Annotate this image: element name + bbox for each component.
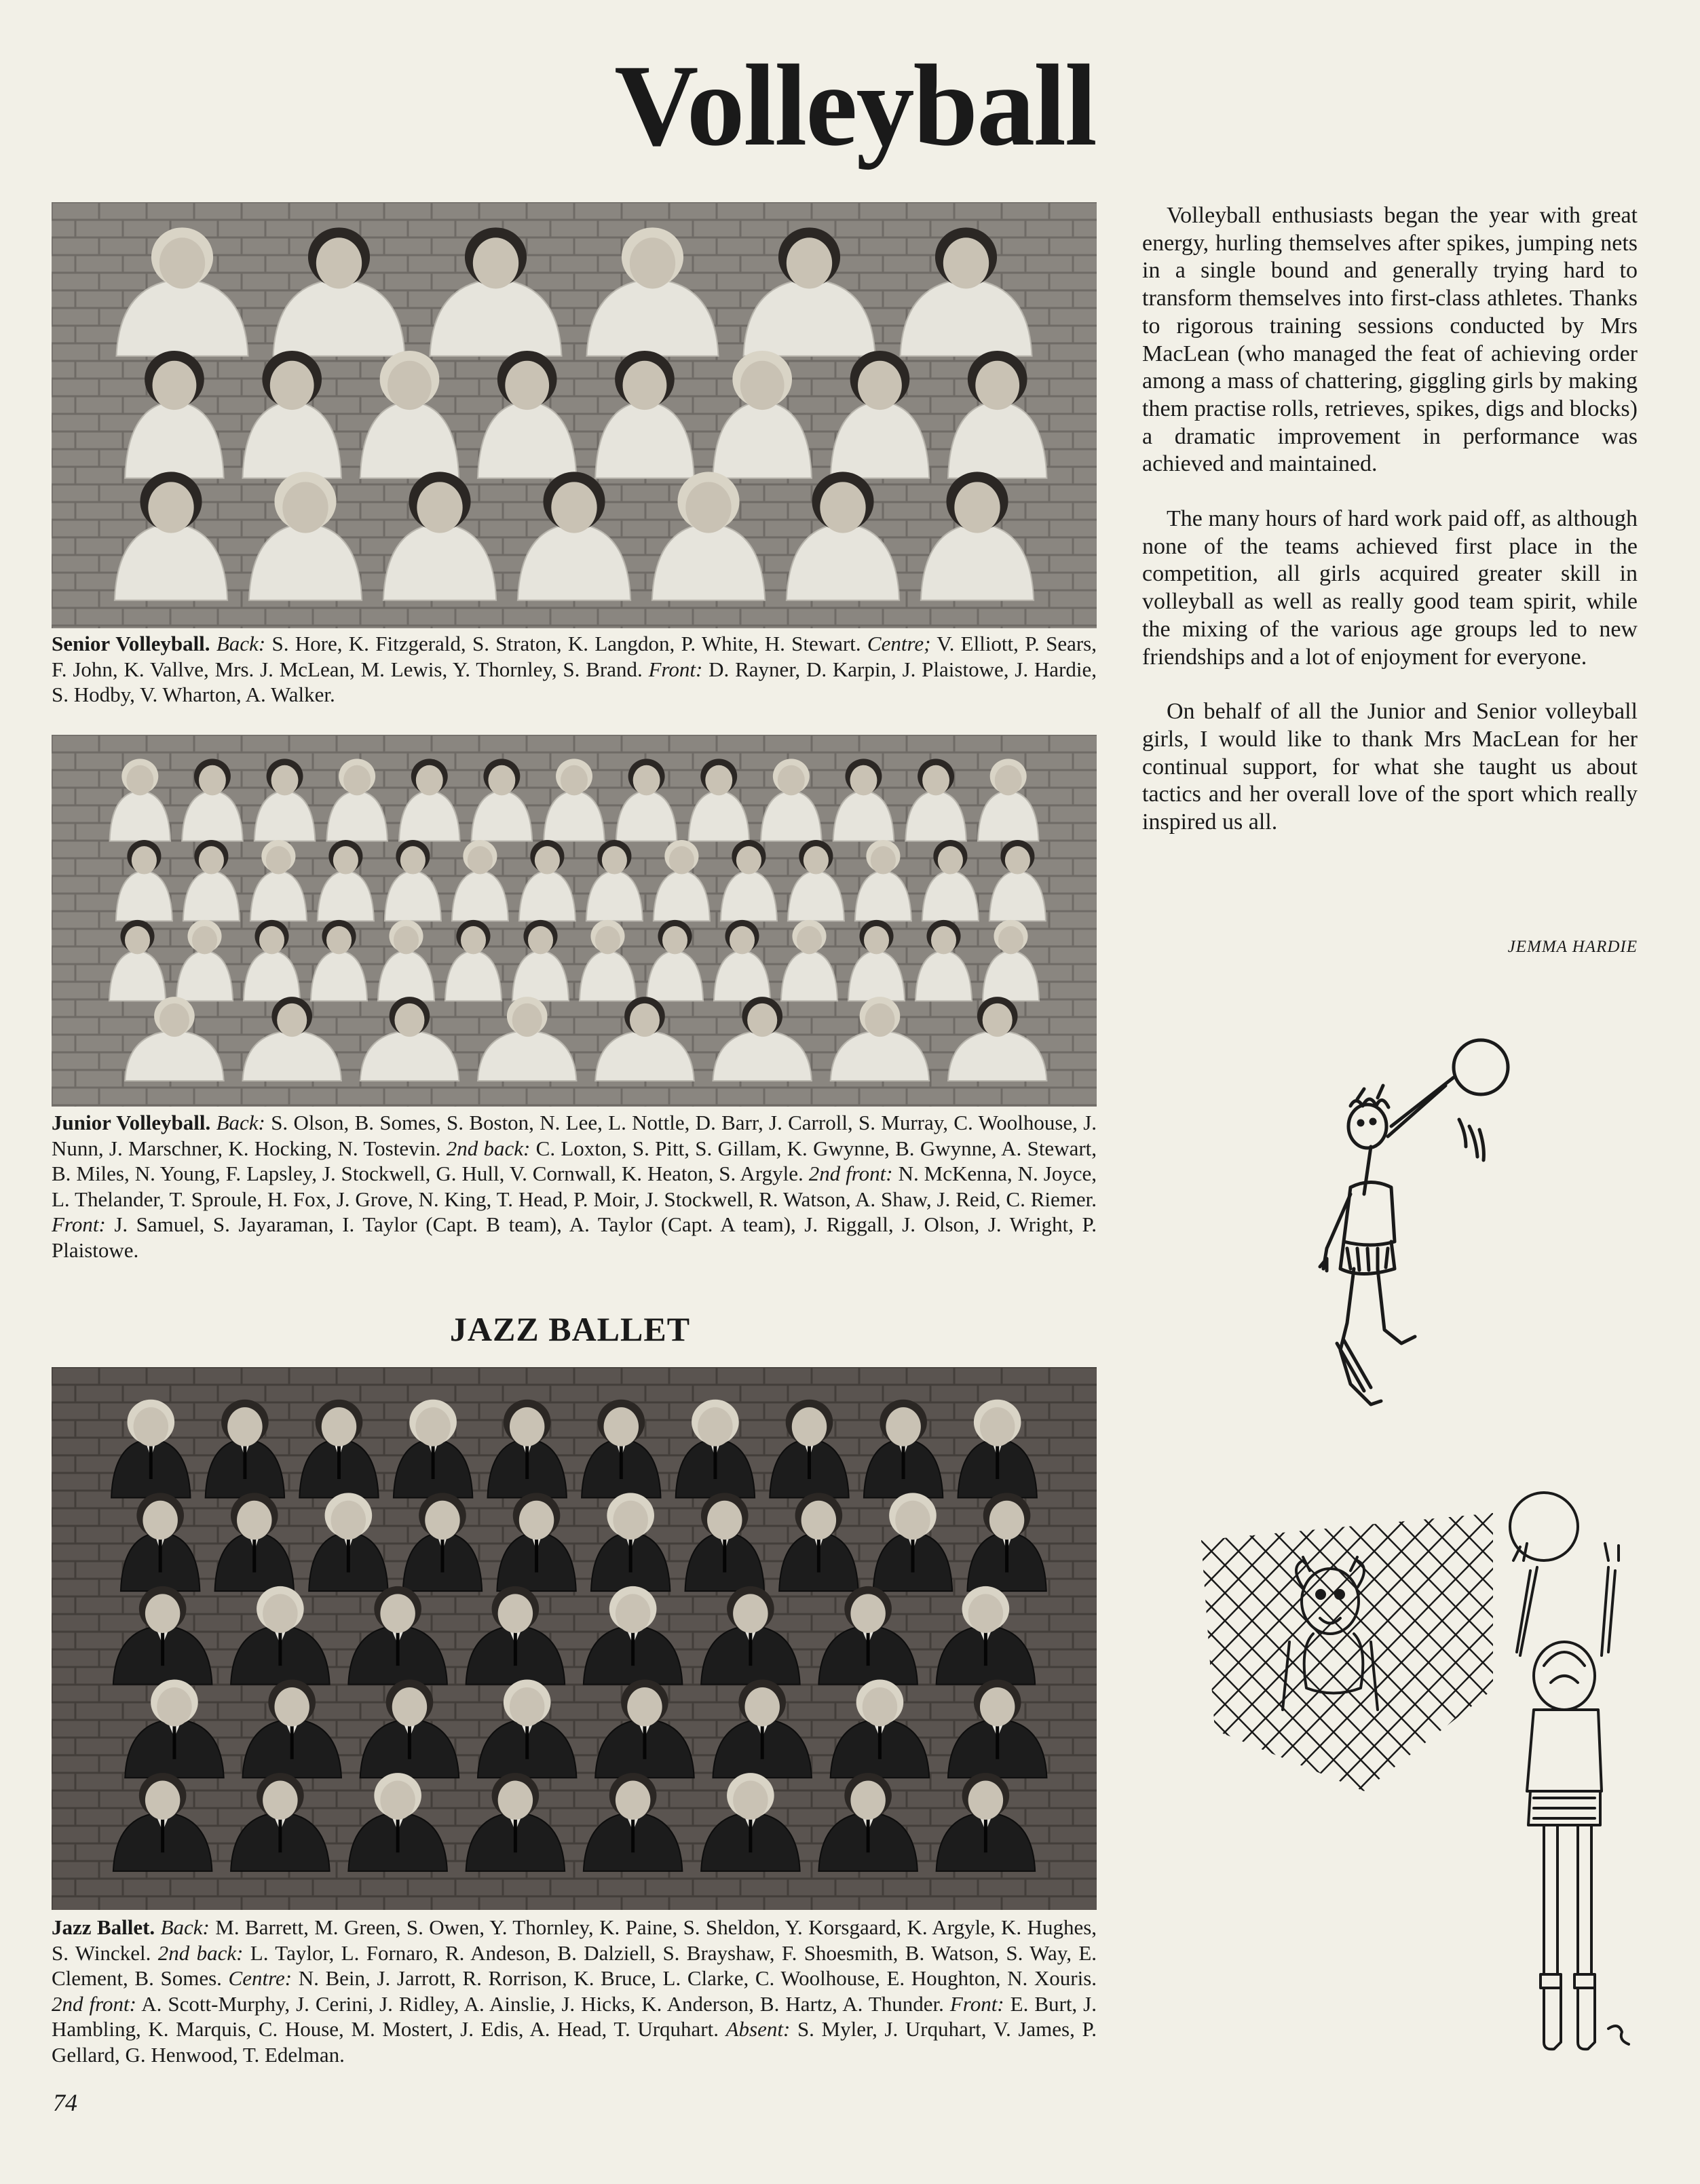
senior-volleyball-caption xyxy=(52,631,1097,708)
caption-title: Junior Volleyball. xyxy=(52,1111,211,1134)
article-byline: JEMMA HARDIE xyxy=(1507,938,1638,956)
row-label: Centre; xyxy=(867,632,931,655)
row-label: 2nd front: xyxy=(808,1162,893,1185)
row-names: L. Taylor, L. Fornaro, R. Andeson, B. Dalziell, S. Brayshaw, F. Shoesmith, B. Watson, S. Way, E. Clement, B. Somes. xyxy=(52,1940,1097,1990)
row-label: Back: xyxy=(216,1111,265,1134)
row-names: S. Myler, J. Urquhart, V. James, P. Gellard, G. Henwood, T. Edelman. xyxy=(52,2017,1097,2067)
row-names: S. Olson, B. Somes, S. Boston, N. Lee, L. Nottle, D. Barr, J. Carroll, S. Murray, C. Woolhouse, J. Nunn, J. Marschner, K. Hocking, N. Tostevin. xyxy=(52,1111,1097,1160)
row-names: S. Hore, K. Fitzgerald, S. Straton, K. Langdon, P. White, H. Stewart. xyxy=(271,632,861,655)
row-names: D. Rayner, D. Karpin, J. Plaistowe, J. Hardie, S. Hodby, V. Wharton, A. Walker. xyxy=(52,657,1097,706)
section-heading: JAZZ BALLET xyxy=(449,1310,691,1348)
net-blocker-drawing xyxy=(1174,1486,1649,2096)
row-label: 2nd back: xyxy=(446,1136,531,1160)
row-names: N. Bein, J. Jarrott, R. Rorrison, K. Bruce, L. Clarke, C. Woolhouse, E. Houghton, N. Xouris. xyxy=(298,1966,1097,1990)
article-body xyxy=(1142,202,1638,864)
article-paragraph: Volleyball enthusiasts began the year with great energy, hurling themselves after spikes, jumping nets in a single bound and generally trying hard to transform themselves into first-class athletes. Thanks to rigorous training sessions conducted by Mrs MacLean (who managed the feat of achieving order among a mass of chattering, giggling girls by making them practise rolls, retrieves, spikes, digs and blocks) a dramatic improvement in performance was achieved and maintained. xyxy=(1142,203,1638,477)
row-label: Absent: xyxy=(725,2017,791,2041)
row-label: Front: xyxy=(949,1991,1004,2016)
row-label: 2nd front: xyxy=(52,1991,136,2016)
row-names: E. Burt, J. Hambling, K. Marquis, C. House, M. Mostert, J. Edis, A. Head, T. Urquhart. xyxy=(52,1991,1097,2041)
junior-volleyball-photo xyxy=(52,735,1097,1107)
caption-title: Senior Volleyball. xyxy=(52,632,210,655)
row-names: A. Scott-Murphy, J. Cerini, J. Ridley, A. Ainslie, J. Hicks, K. Anderson, B. Hartz, A. Thunder. xyxy=(141,1991,944,2016)
row-label: Front: xyxy=(648,657,703,681)
row-names: V. Elliott, P. Sears, F. John, K. Vallve, Mrs. J. McLean, M. Lewis, Y. Thornley, S. Brand. xyxy=(52,632,1097,681)
row-label: Front: xyxy=(52,1212,106,1236)
row-label: Centre: xyxy=(228,1966,292,1990)
jazz-ballet-caption xyxy=(52,1915,1097,2067)
jazz-ballet-photo xyxy=(52,1367,1097,1910)
junior-volleyball-caption xyxy=(52,1110,1097,1263)
row-names: J. Samuel, S. Jayaraman, I. Taylor (Capt. B team), A. Taylor (Capt. A team), J. Riggall, J. Olson, J. Wright, P. Plaistowe. xyxy=(52,1212,1097,1262)
row-label: Back: xyxy=(216,632,266,655)
row-names: N. McKenna, N. Joyce, L. Thelander, T. Sproule, H. Fox, J. Grove, N. King, T. Head, P. Moir, J. Stockwell, R. Watson, A. Shaw, J. Reid, C. Riemer. xyxy=(52,1162,1097,1211)
row-names: M. Barrett, M. Green, S. Owen, Y. Thornley, K. Paine, S. Sheldon, Y. Korsgaard, K. Argyle, K. Hughes, S. Winckel. xyxy=(52,1915,1097,1965)
caption-title: Jazz Ballet. xyxy=(52,1915,155,1939)
row-label: Back: xyxy=(160,1915,210,1939)
row-label: 2nd back: xyxy=(157,1940,244,1965)
page-title: Volleyball xyxy=(614,41,1096,170)
page-number: 74 xyxy=(53,2089,77,2116)
article-paragraph: On behalf of all the Junior and Senior volleyball girls, I would like to thank Mrs MacLean for her continual support, for what she taught us about tactics and her overall love of the sport which really inspired us all. xyxy=(1142,699,1638,835)
spiking-player-drawing xyxy=(1276,1024,1534,1499)
senior-volleyball-photo xyxy=(52,202,1097,628)
article-paragraph: The many hours of hard work paid off, as although none of the teams achieved first place in the competition, all girls acquired greater skill in volleyball as well as really good team spirit, while the mixing of the various age groups led to new friendships and a lot of enjoyment for everyone. xyxy=(1142,506,1638,670)
row-names: C. Loxton, S. Pitt, S. Gillam, K. Gwynne, B. Gwynne, A. Stewart, B. Miles, N. Young, F. Lapsley, J. Stockwell, G. Hull, V. Cornwall, K. Heaton, S. Argyle. xyxy=(52,1136,1097,1185)
